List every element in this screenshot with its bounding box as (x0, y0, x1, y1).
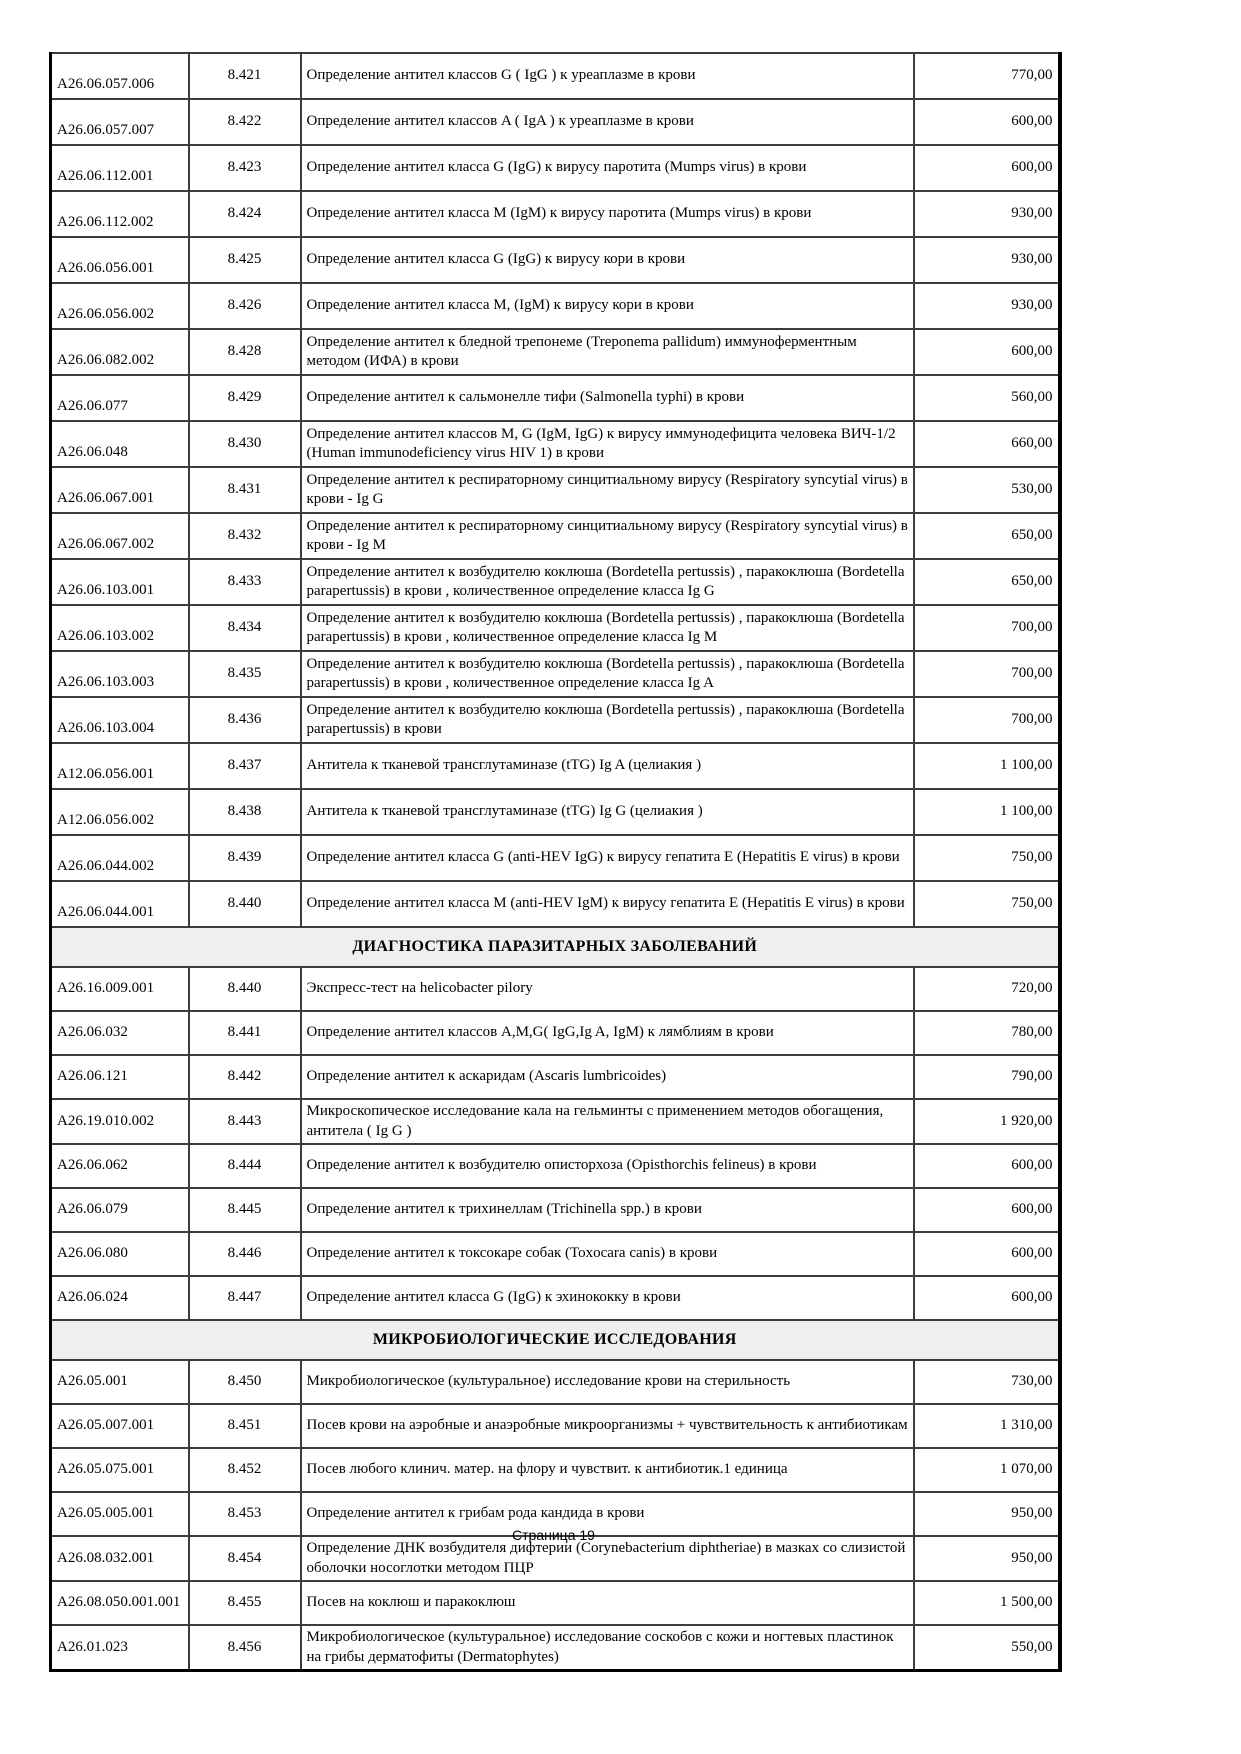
service-code: A26.06.079 (51, 1188, 189, 1232)
service-code: A26.05.075.001 (51, 1448, 189, 1492)
service-name: Посев на коклюш и паракоклюш (301, 1581, 914, 1625)
section-header-label: МИКРОБИОЛОГИЧЕСКИЕ ИССЛЕДОВАНИЯ (51, 1320, 1060, 1360)
service-code: A26.05.007.001 (51, 1404, 189, 1448)
service-price: 930,00 (914, 283, 1060, 329)
service-code: A26.05.005.001 (51, 1492, 189, 1536)
service-name: Микроскопическое исследование кала на гельминты с применением методов обогащения, антитела ( Ig G ) (301, 1099, 914, 1144)
service-name: Определение антител к возбудителю коклюша (Bordetella pertussis) , паракоклюша (Bordetella parapertussis) в крови , количественное определение класса Ig M (301, 605, 914, 651)
table-row (51, 421, 1060, 467)
service-number: 8.425 (189, 237, 301, 283)
service-number: 8.440 (189, 881, 301, 927)
table-row (51, 513, 1060, 559)
service-name: Экспресс-тест на helicobacter pilory (301, 967, 914, 1011)
service-number: 8.454 (189, 1536, 301, 1581)
table-row (51, 145, 1060, 191)
service-name: Определение антител класса G (IgG) к вирусу кори в крови (301, 237, 914, 283)
service-price: 700,00 (914, 605, 1060, 651)
service-price: 560,00 (914, 375, 1060, 421)
service-price: 600,00 (914, 1276, 1060, 1320)
service-price: 600,00 (914, 1144, 1060, 1188)
service-number: 8.435 (189, 651, 301, 697)
table-row (51, 99, 1060, 145)
service-number: 8.440 (189, 967, 301, 1011)
service-price: 730,00 (914, 1360, 1060, 1404)
table-row (51, 1448, 1060, 1492)
service-name: Определение антител к респираторному синцитиальному вирусу (Respiratory syncytial virus) в крови - Ig G (301, 467, 914, 513)
price-table-body (51, 53, 1060, 1671)
service-number: 8.428 (189, 329, 301, 375)
service-number: 8.421 (189, 53, 301, 99)
service-price: 950,00 (914, 1536, 1060, 1581)
table-row (51, 237, 1060, 283)
table-row (51, 375, 1060, 421)
service-name: Определение ДНК возбудителя дифтерии (Corynebacterium diphtheriae) в мазках со слизистой оболочки носоглотки методом ПЦР (301, 1536, 914, 1581)
service-code: A26.06.044.001 (51, 881, 189, 927)
table-row (51, 1144, 1060, 1188)
service-code: A26.06.044.002 (51, 835, 189, 881)
service-name: Определение антител к аскаридам (Ascaris lumbricoides) (301, 1055, 914, 1099)
service-price: 530,00 (914, 467, 1060, 513)
service-name: Определение антител класса G (IgG) к вирусу паротита (Mumps virus) в крови (301, 145, 914, 191)
service-code: A26.06.103.001 (51, 559, 189, 605)
service-number: 8.443 (189, 1099, 301, 1144)
service-price: 600,00 (914, 1188, 1060, 1232)
service-price: 790,00 (914, 1055, 1060, 1099)
service-number: 8.456 (189, 1625, 301, 1671)
service-number: 8.439 (189, 835, 301, 881)
service-code: A26.08.050.001.001 (51, 1581, 189, 1625)
service-price: 650,00 (914, 559, 1060, 605)
service-price: 750,00 (914, 881, 1060, 927)
service-name: Определение антител классов M, G (IgM, IgG) к вирусу иммунодефицита человека ВИЧ-1/2 (Human immunodeficiency virus HIV 1) в крови (301, 421, 914, 467)
service-price: 550,00 (914, 1625, 1060, 1671)
service-code: A26.06.082.002 (51, 329, 189, 375)
service-name: Определение антител класса M (anti-HEV IgM) к вирусу гепатита E (Hepatitis E virus) в крови (301, 881, 914, 927)
service-code: A26.01.023 (51, 1625, 189, 1671)
service-code: A26.06.112.002 (51, 191, 189, 237)
service-code: A26.06.112.001 (51, 145, 189, 191)
service-number: 8.424 (189, 191, 301, 237)
service-price: 700,00 (914, 651, 1060, 697)
table-row (51, 1188, 1060, 1232)
table-row (51, 835, 1060, 881)
service-name: Микробиологическое (культуральное) исследование соскобов с кожи и ногтевых пластинок на грибы дерматофиты (Dermatophytes) (301, 1625, 914, 1671)
service-name: Определение антител к возбудителю коклюша (Bordetella pertussis) , паракоклюша (Bordetella parapertussis) в крови , количественное определение класса Ig A (301, 651, 914, 697)
service-price: 770,00 (914, 53, 1060, 99)
service-number: 8.436 (189, 697, 301, 743)
service-number: 8.453 (189, 1492, 301, 1536)
service-price: 600,00 (914, 1232, 1060, 1276)
service-name: Посев любого клинич. матер. на флору и чувствит. к антибиотик.1 единица (301, 1448, 914, 1492)
service-number: 8.441 (189, 1011, 301, 1055)
service-number: 8.452 (189, 1448, 301, 1492)
service-price: 660,00 (914, 421, 1060, 467)
service-price: 930,00 (914, 237, 1060, 283)
service-code: A26.06.057.006 (51, 53, 189, 99)
service-code: A26.08.032.001 (51, 1536, 189, 1581)
service-number: 8.447 (189, 1276, 301, 1320)
service-price: 1 100,00 (914, 789, 1060, 835)
table-row (51, 1404, 1060, 1448)
table-row (51, 1581, 1060, 1625)
service-name: Определение антител к возбудителю коклюша (Bordetella pertussis) , паракоклюша (Bordetella parapertussis) в крови (301, 697, 914, 743)
service-code: A26.06.048 (51, 421, 189, 467)
service-number: 8.451 (189, 1404, 301, 1448)
price-list-table (49, 52, 1062, 1672)
service-number: 8.455 (189, 1581, 301, 1625)
service-price: 700,00 (914, 697, 1060, 743)
service-number: 8.442 (189, 1055, 301, 1099)
table-row (51, 1276, 1060, 1320)
service-price: 650,00 (914, 513, 1060, 559)
service-price: 1 070,00 (914, 1448, 1060, 1492)
service-price: 600,00 (914, 145, 1060, 191)
table-row (51, 743, 1060, 789)
service-name: Определение антител к бледной трепонеме (Treponema pallidum) иммуноферментным методом (ИФА) в крови (301, 329, 914, 375)
table-row (51, 881, 1060, 927)
service-code: A12.06.056.001 (51, 743, 189, 789)
service-code: A26.06.056.001 (51, 237, 189, 283)
service-name: Антитела к тканевой трансглутаминазе (tTG) Ig A (целиакия ) (301, 743, 914, 789)
service-number: 8.430 (189, 421, 301, 467)
service-number: 8.444 (189, 1144, 301, 1188)
table-row (51, 559, 1060, 605)
service-price: 1 310,00 (914, 1404, 1060, 1448)
service-number: 8.426 (189, 283, 301, 329)
service-price: 1 500,00 (914, 1581, 1060, 1625)
service-name: Определение антител классов A ( IgA ) к уреаплазме в крови (301, 99, 914, 145)
service-code: A26.06.062 (51, 1144, 189, 1188)
section-header-row (51, 927, 1060, 967)
table-row (51, 1625, 1060, 1671)
service-number: 8.450 (189, 1360, 301, 1404)
service-name: Определение антител к грибам рода кандида в крови (301, 1492, 914, 1536)
service-number: 8.431 (189, 467, 301, 513)
table-row (51, 53, 1060, 99)
service-price: 780,00 (914, 1011, 1060, 1055)
service-code: A26.06.103.002 (51, 605, 189, 651)
service-code: A26.06.121 (51, 1055, 189, 1099)
service-number: 8.429 (189, 375, 301, 421)
service-name: Определение антител класса G (IgG) к эхинококку в крови (301, 1276, 914, 1320)
table-row (51, 191, 1060, 237)
section-header-label: ДИАГНОСТИКА ПАРАЗИТАРНЫХ ЗАБОЛЕВАНИЙ (51, 927, 1060, 967)
service-price: 750,00 (914, 835, 1060, 881)
table-row (51, 467, 1060, 513)
service-code: A26.06.077 (51, 375, 189, 421)
service-name: Определение антител классов G ( IgG ) к уреаплазме в крови (301, 53, 914, 99)
table-row (51, 1232, 1060, 1276)
service-name: Посев крови на аэробные и анаэробные микроорганизмы + чувствительность к антибиотикам (301, 1404, 914, 1448)
service-number: 8.433 (189, 559, 301, 605)
service-number: 8.445 (189, 1188, 301, 1232)
service-price: 1 100,00 (914, 743, 1060, 789)
service-name: Определение антител класса M (IgM) к вирусу паротита (Mumps virus) в крови (301, 191, 914, 237)
service-number: 8.422 (189, 99, 301, 145)
table-row (51, 1011, 1060, 1055)
section-header-row (51, 1320, 1060, 1360)
table-row (51, 283, 1060, 329)
service-name: Микробиологическое (культуральное) исследование крови на стерильность (301, 1360, 914, 1404)
service-code: A26.06.080 (51, 1232, 189, 1276)
service-code: A26.06.057.007 (51, 99, 189, 145)
service-code: A12.06.056.002 (51, 789, 189, 835)
service-name: Определение антител к возбудителю описторхоза (Opisthorchis felineus) в крови (301, 1144, 914, 1188)
service-number: 8.434 (189, 605, 301, 651)
table-row (51, 1055, 1060, 1099)
table-row (51, 1360, 1060, 1404)
service-name: Определение антител к респираторному синцитиальному вирусу (Respiratory syncytial virus) в крови - Ig M (301, 513, 914, 559)
service-number: 8.423 (189, 145, 301, 191)
service-code: A26.06.056.002 (51, 283, 189, 329)
service-name: Антитела к тканевой трансглутаминазе (tTG) Ig G (целиакия ) (301, 789, 914, 835)
service-number: 8.438 (189, 789, 301, 835)
service-name: Определение антител класса G (anti-HEV IgG) к вирусу гепатита E (Hepatitis E virus) в крови (301, 835, 914, 881)
service-number: 8.432 (189, 513, 301, 559)
service-name: Определение антител к сальмонелле тифи (Salmonella typhi) в крови (301, 375, 914, 421)
table-row (51, 967, 1060, 1011)
table-row (51, 789, 1060, 835)
service-price: 720,00 (914, 967, 1060, 1011)
page-number: Страница 19 (512, 1527, 595, 1543)
table-row (51, 1099, 1060, 1144)
service-number: 8.437 (189, 743, 301, 789)
service-name: Определение антител к возбудителю коклюша (Bordetella pertussis) , паракоклюша (Bordetella parapertussis) в крови , количественное определение класса Ig G (301, 559, 914, 605)
service-code: A26.06.067.001 (51, 467, 189, 513)
table-row (51, 329, 1060, 375)
service-name: Определение антител классов A,M,G( IgG,Ig A, IgM) к лямблиям в крови (301, 1011, 914, 1055)
service-name: Определение антител к токсокаре собак (Toxocara canis) в крови (301, 1232, 914, 1276)
service-code: A26.06.103.003 (51, 651, 189, 697)
service-price: 600,00 (914, 329, 1060, 375)
service-number: 8.446 (189, 1232, 301, 1276)
table-row (51, 651, 1060, 697)
service-price: 600,00 (914, 99, 1060, 145)
service-code: A26.06.032 (51, 1011, 189, 1055)
service-name: Определение антител класса M, (IgM) к вирусу кори в крови (301, 283, 914, 329)
table-row (51, 605, 1060, 651)
service-code: A26.06.067.002 (51, 513, 189, 559)
service-code: A26.16.009.001 (51, 967, 189, 1011)
service-code: A26.06.103.004 (51, 697, 189, 743)
service-code: A26.05.001 (51, 1360, 189, 1404)
service-price: 1 920,00 (914, 1099, 1060, 1144)
service-name: Определение антител к трихинеллам (Trichinella spp.) в крови (301, 1188, 914, 1232)
service-price: 950,00 (914, 1492, 1060, 1536)
service-code: A26.06.024 (51, 1276, 189, 1320)
service-price: 930,00 (914, 191, 1060, 237)
table-row (51, 697, 1060, 743)
service-code: A26.19.010.002 (51, 1099, 189, 1144)
